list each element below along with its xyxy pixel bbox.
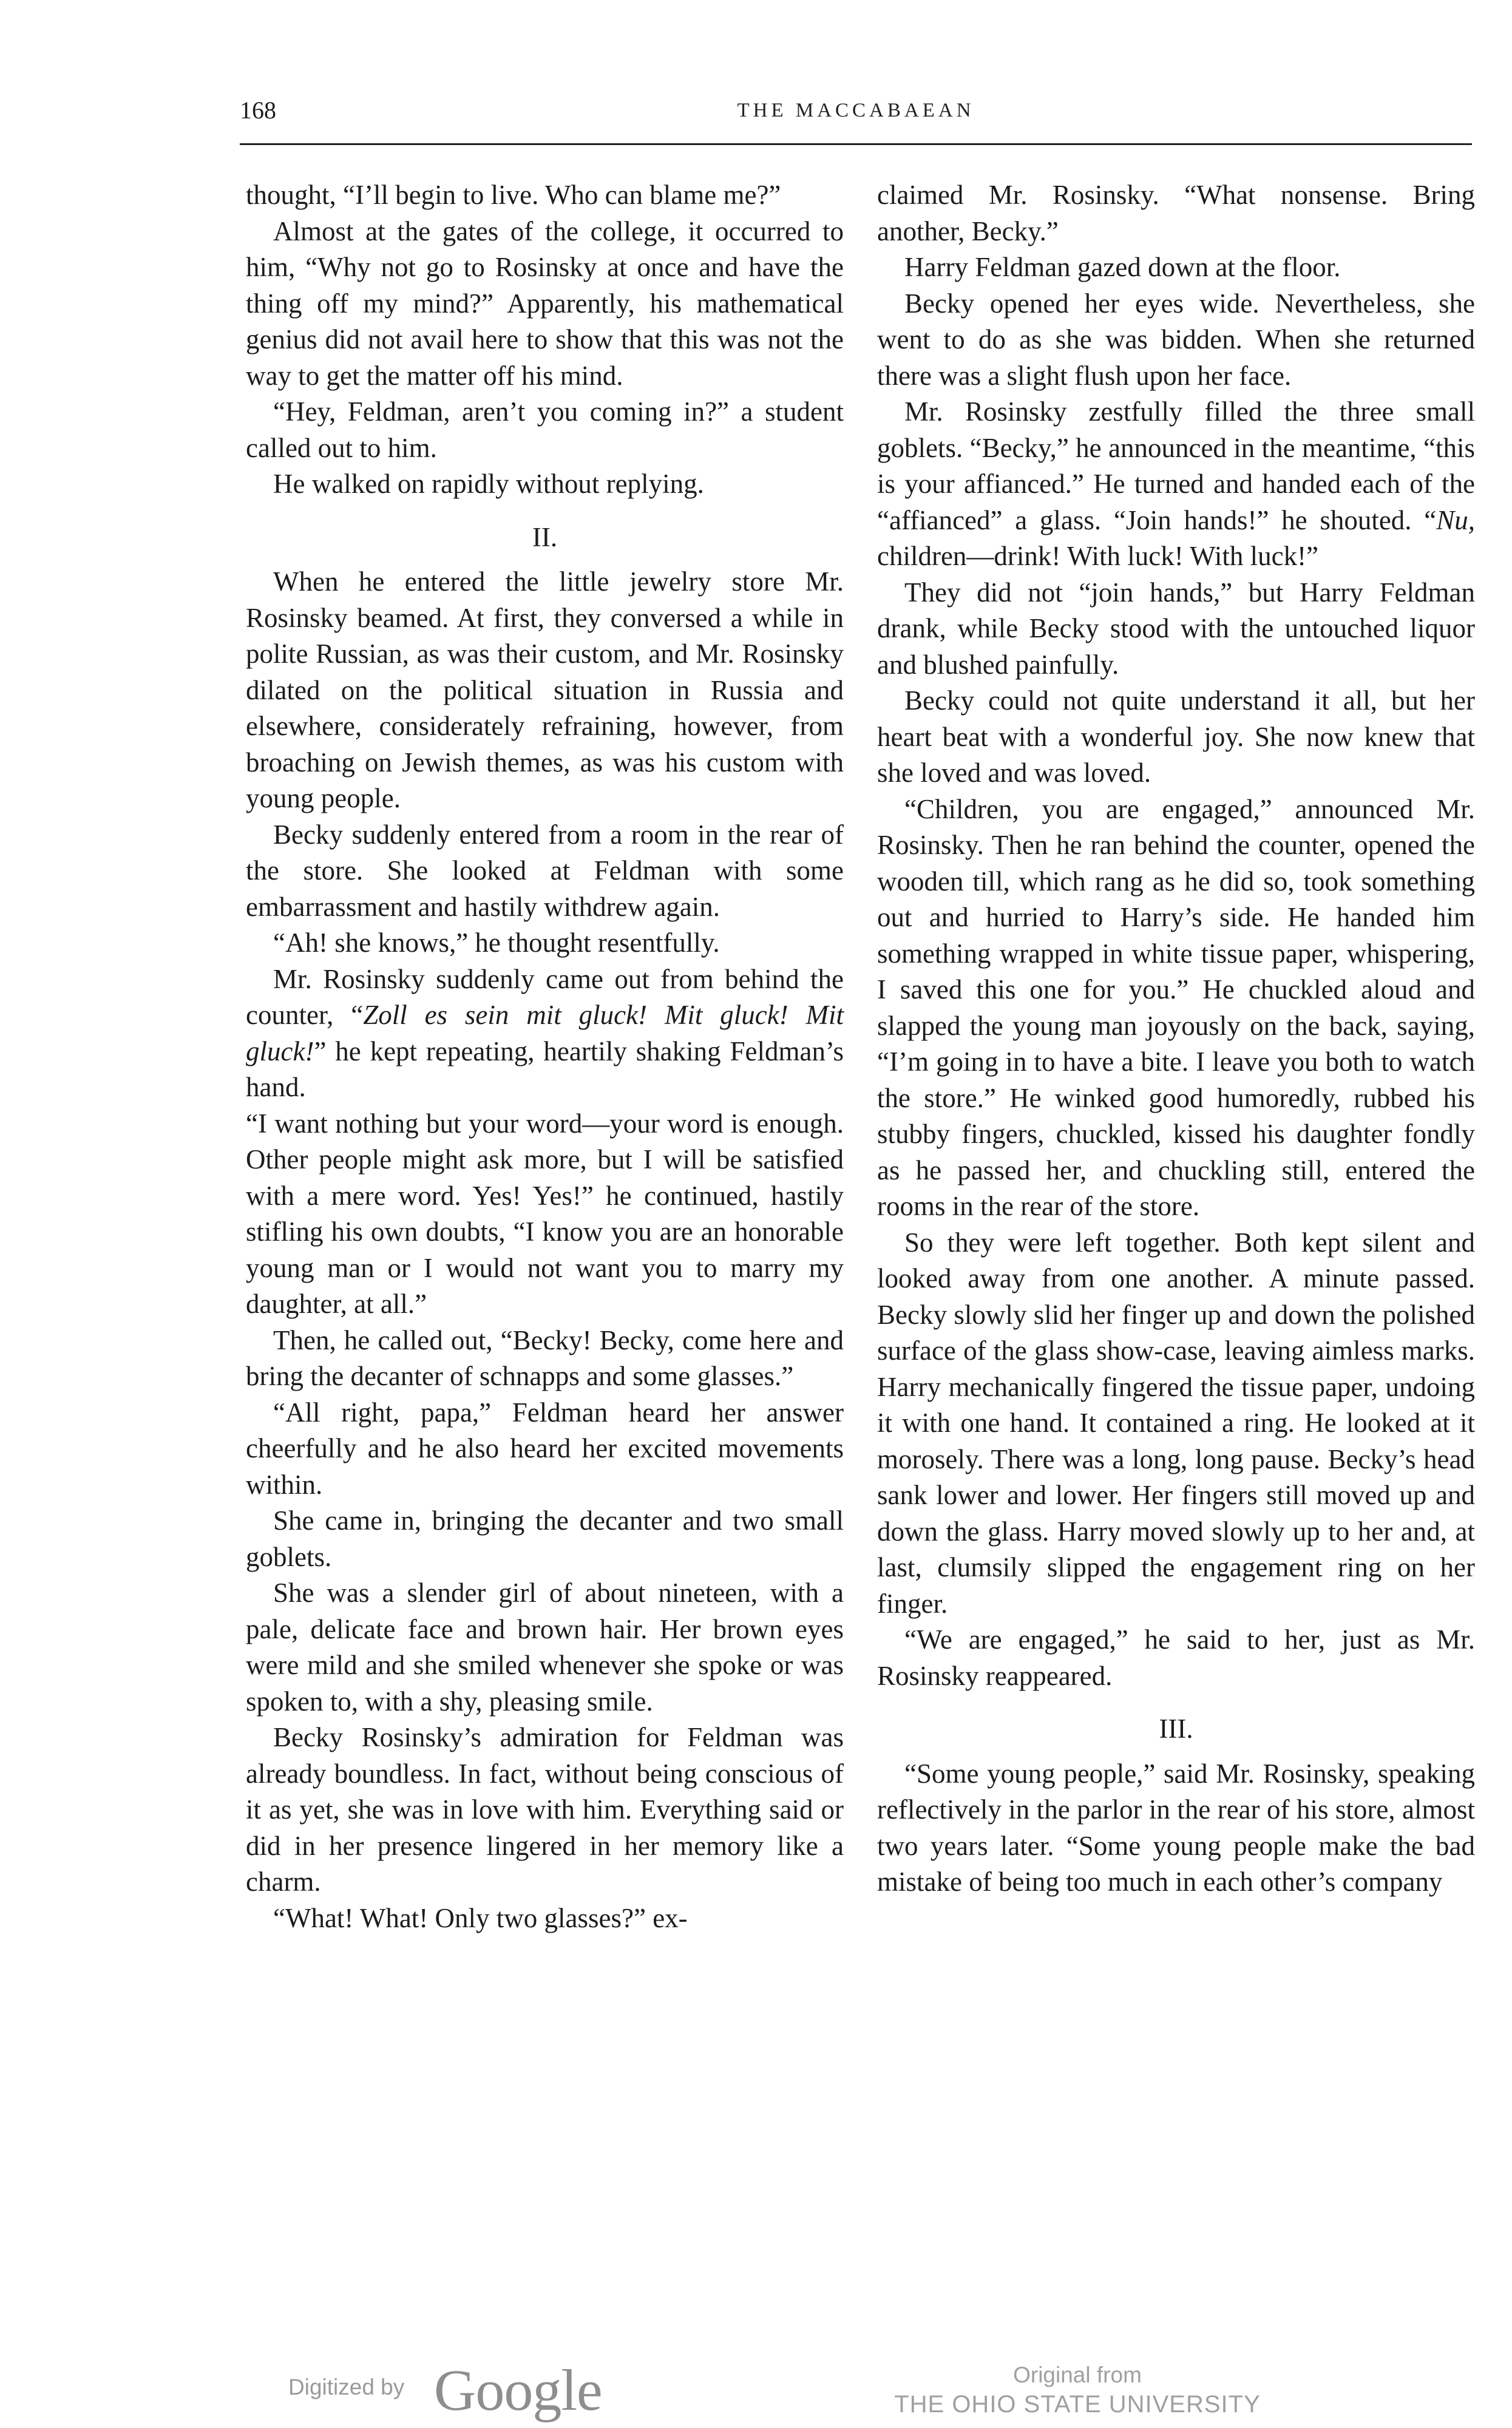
page-number: 168	[240, 97, 276, 124]
section-heading: II.	[532, 521, 558, 552]
paragraph: Harry Feldman gazed down at the floor.	[904, 252, 1341, 282]
original-from-block	[883, 2361, 1272, 2420]
paragraph: claimed Mr. Rosinsky. “What nonsense. Bring another, Becky.”	[877, 180, 1475, 246]
paragraph: “What! What! Only two glasses?” ex-	[273, 1902, 688, 1933]
page-header	[240, 96, 1472, 138]
google-logo: Google	[434, 2358, 602, 2423]
left-column	[246, 177, 844, 1936]
text-run: children—drink! With luck! With luck!”	[877, 541, 1319, 571]
yiddish-italic: Nu,	[1436, 504, 1475, 535]
digitized-by-label: Digitized by	[288, 2375, 405, 2399]
right-column	[877, 177, 1475, 1901]
text-run: Mr. Rosinsky zestfully filled the three small goblets. “Becky,” he announced in the meantime, “this is your affianced.” He turned and handed each of the “affianced” a glass. “Join hands!” he shouted. “	[877, 396, 1475, 535]
paragraph: “Some young people,” said Mr. Rosinsky, speaking reflectively in the parlor in the rear of his store, almost two years later. “Some young people make the bad mistake of being too much in each other’s company	[877, 1758, 1475, 1897]
paragraph	[877, 394, 1475, 575]
yiddish-italic: Zoll es sein mit gluck! Mit gluck! Mit gluck!	[246, 1000, 844, 1066]
paragraph: He walked on rapidly without replying.	[273, 469, 704, 499]
paragraph: “I want nothing but your word—your word is enough. Other people might ask more, but I will be satisfied with a mere word. Yes! Yes!” he continued, hastily stifling his own doubts, “I know you are an honorable young man or I would not want you to marry my daughter, at all.”	[246, 1108, 844, 1319]
text-run: Mr. Rosinsky suddenly came out from behind the counter, “	[246, 963, 844, 1030]
section-heading: III.	[1159, 1714, 1193, 1744]
paragraph: “We are engaged,” he said to her, just as Mr. Rosinsky reappeared.	[877, 1624, 1475, 1691]
original-from-label: Original from	[1013, 2362, 1142, 2387]
paragraph: Almost at the gates of the college, it occurred to him, “Why not go to Rosinsky at once and have the thing off my mind?” Apparently, his mathematical genius did not avail here to show that this was not the way to get the matter off his mind.	[246, 215, 844, 391]
paragraph: They did not “join hands,” but Harry Feldman drank, while Becky stood with the untouched liquor and blushed painfully.	[877, 577, 1475, 680]
paragraph: Then, he called out, “Becky! Becky, come here and bring the decanter of schnapps and some glasses.”	[246, 1324, 844, 1391]
paragraph	[246, 961, 844, 1106]
paragraph: Becky Rosinsky’s admiration for Feldman was already boundless. In fact, without being conscious of it as yet, she was in love with him. Everything said or did in her presence lingered in her memory like a charm.	[246, 1722, 844, 1897]
institution-name: THE OHIO STATE UNIVERSITY	[894, 2391, 1261, 2418]
paragraph: So they were left together. Both kept silent and looked away from one another. A minute passed. Becky slowly slid her finger up and down the polished surface of the glass show-case, leaving aimless marks. Harry mechanically fingered the tissue paper, undoing it with one hand. It contained a ring. He looked at it morosely. There was a long, long pause. Becky’s head sank lower and lower. Her fingers still moved up and down the glass. Harry moved slowly up to her and, at last, clumsily slipped the engagement ring on her finger.	[877, 1227, 1475, 1619]
scan-footer	[0, 2358, 1512, 2428]
paragraph: “Children, you are engaged,” announced Mr. Rosinsky. Then he ran behind the counter, opened the wooden till, which rang as he did so, took something out and hurried to Harry’s side. He handed him something wrapped in white tissue paper, whispering, I saved this one for you.” He chuckled aloud and slapped the young man joyously on the back, saying, “I’m going in to have a bite. I leave you both to watch the store.” He winked good humoredly, rubbed his stubby fingers, chuckled, kissed his daughter fondly as he passed her, and chuckling still, entered the rooms in the rear of the store.	[877, 793, 1475, 1221]
paragraph: “All right, papa,” Feldman heard her answer cheerfully and he also heard her excited movements within.	[246, 1397, 844, 1500]
text-run: ” he kept repeating, heartily shaking Feldman’s hand.	[246, 1036, 844, 1102]
paragraph: “Hey, Feldman, aren’t you coming in?” a student called out to him.	[246, 396, 844, 463]
paragraph: thought, “I’ll begin to live. Who can blame me?”	[246, 180, 781, 210]
paragraph: “Ah! she knows,” he thought resentfully.	[273, 927, 720, 958]
paragraph: When he entered the little jewelry store Mr. Rosinsky beamed. At first, they conversed a while in polite Russian, as was their custom, and Mr. Rosinsky dilated on the political situation in Russia and elsewhere, considerately refraining, however, from broaching on Jewish themes, as was his custom with young people.	[246, 566, 844, 813]
header-rule	[240, 143, 1472, 145]
paragraph: Becky could not quite understand it all, but her heart beat with a wonderful joy. She now knew that she loved and was loved.	[877, 685, 1475, 788]
paragraph: Becky opened her eyes wide. Nevertheless, she went to do as she was bidden. When she returned there was a slight flush upon her face.	[877, 288, 1475, 391]
paragraph: She was a slender girl of about nineteen, with a pale, delicate face and brown hair. Her brown eyes were mild and she smiled whenever she spoke or was spoken to, with a shy, pleasing smile.	[246, 1578, 844, 1717]
paragraph: She came in, bringing the decanter and two small goblets.	[246, 1505, 844, 1572]
paragraph: Becky suddenly entered from a room in the rear of the store. She looked at Feldman with some embarrassment and hastily withdrew again.	[246, 819, 844, 922]
running-head: THE MACCABAEAN	[737, 100, 975, 121]
